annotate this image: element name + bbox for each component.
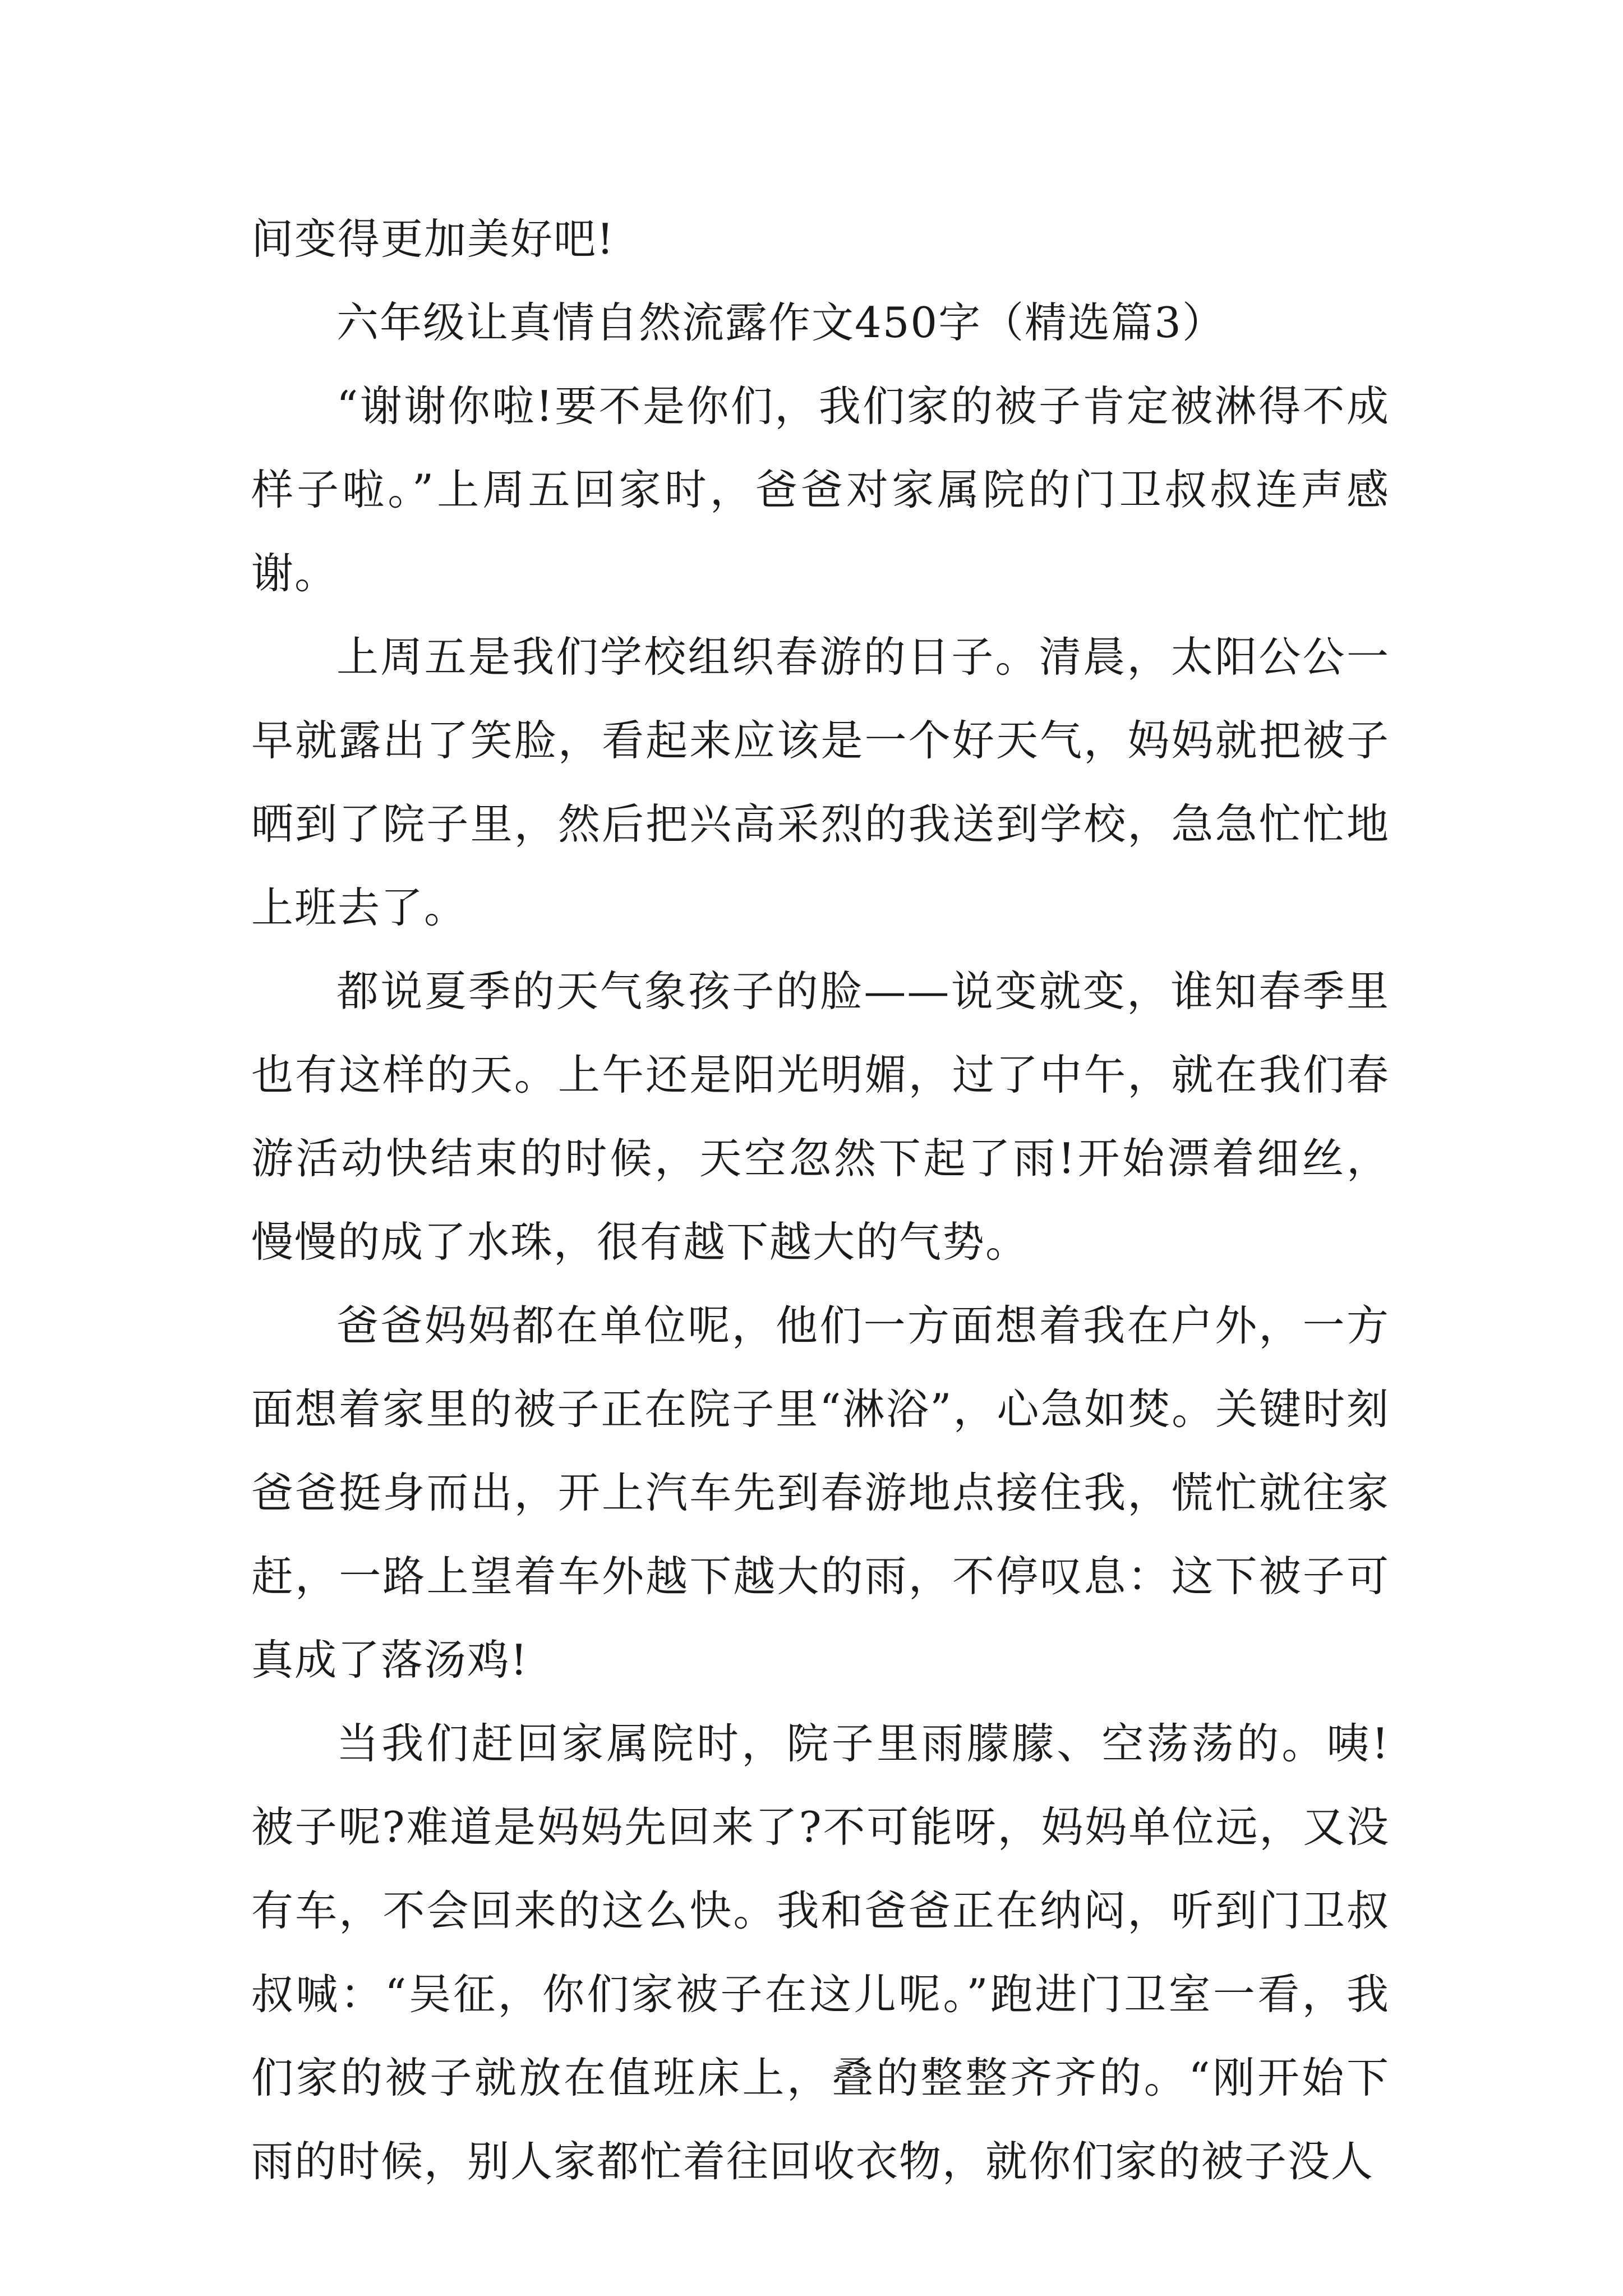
document-body — [251, 197, 1390, 2203]
paragraph-3: 都说夏季的天气象孩子的脸——说变就变，谁知春季里也有这样的天。上午还是阳光明媚，过了中午，就在我们春游活动快结束的时候，天空忽然下起了雨!开始漂着细丝，慢慢的成了水珠，很有越下越大的气势。 — [251, 967, 1390, 1267]
paragraph-5: 当我们赶回家属院时，院子里雨朦朦、空荡荡的。咦!被子呢?难道是妈妈先回来了?不可能呀，妈妈单位远，又没有车，不会回来的这么快。我和爸爸正在纳闷，听到门卫叔叔喊：“吴征，你们家被子在这儿呢。”跑进门卫室一看，我们家的被子就放在值班床上，叠的整整齐齐的。“刚开始下雨的时候，别人家都忙着往回收衣物，就你们家的被子没人 — [251, 1719, 1390, 2186]
section-title: 六年级让真情自然流露作文450字（精选篇3） — [336, 298, 1225, 347]
carryover-line: 间变得更加美好吧! — [251, 214, 615, 264]
paragraph-4: 爸爸妈妈都在单位呢，他们一方面想着我在户外，一方面想着家里的被子正在院子里“淋浴”，心急如焚。关键时刻爸爸挺身而出，开上汽车先到春游地点接住我，慌忙就往家赶，一路上望着车外越下越大的雨，不停叹息：这下被子可真成了落汤鸡! — [251, 1301, 1390, 1685]
paragraph-2: 上周五是我们学校组织春游的日子。清晨，太阳公公一早就露出了笑脸，看起来应该是一个好天气，妈妈就把被子晒到了院子里，然后把兴高采烈的我送到学校，急急忙忙地上班去了。 — [251, 632, 1390, 932]
paragraph-1: “谢谢你啦!要不是你们，我们家的被子肯定被淋得不成样子啦。”上周五回家时，爸爸对家属院的门卫叔叔连声感谢。 — [251, 381, 1390, 598]
